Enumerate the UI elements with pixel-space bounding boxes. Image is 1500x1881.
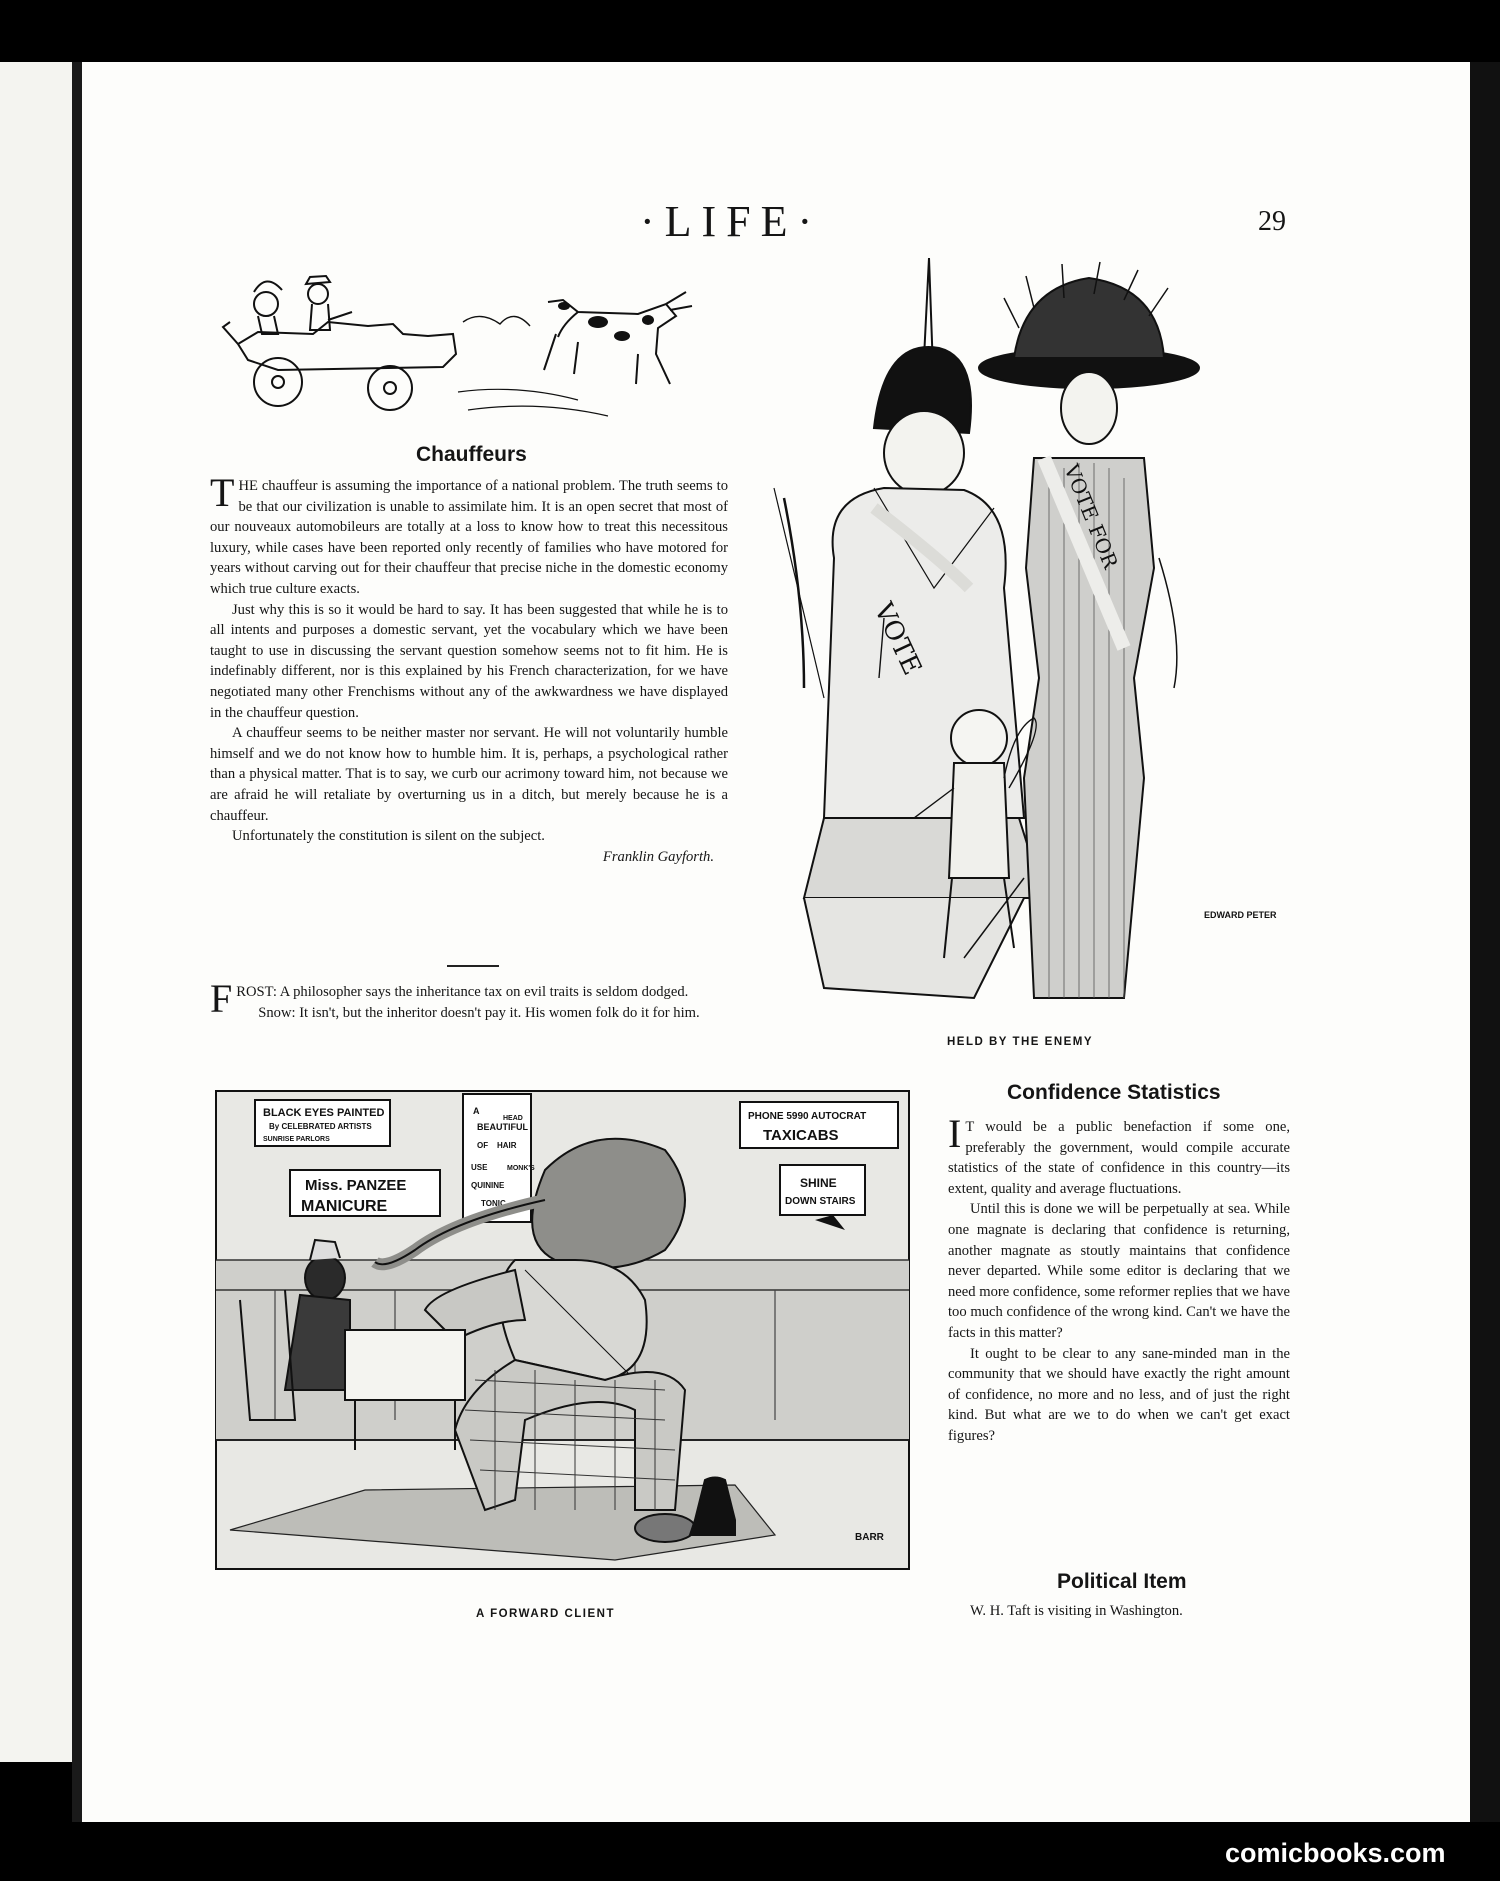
book-gutter	[72, 62, 82, 1822]
svg-text:MONK'S: MONK'S	[507, 1165, 535, 1172]
sash-right-text: VOTE FOR	[1059, 460, 1123, 572]
page-edge-shadow	[1470, 62, 1500, 1822]
political-item-title: Political Item	[1057, 1570, 1187, 1593]
suffrage-caption: HELD BY THE ENEMY	[947, 1036, 1094, 1048]
chauffeurs-paragraph: Unfortunately the constitution is silent on the subject.	[232, 828, 545, 845]
svg-text:BEAUTIFUL: BEAUTIFUL	[477, 1122, 528, 1132]
svg-text:A: A	[473, 1106, 480, 1116]
dropcap-i: I	[948, 1111, 962, 1156]
sign-phone-line1: PHONE 5990 AUTOCRAT	[748, 1111, 867, 1122]
sign-black-eyes-line3: SUNRISE PARLORS	[263, 1136, 330, 1143]
elephant-caption: A FORWARD CLIENT	[476, 1608, 615, 1620]
sign-shine-line1: SHINE	[800, 1176, 837, 1190]
political-item-text: W. H. Taft is visiting in Washington.	[970, 1603, 1183, 1619]
confidence-title: Confidence Statistics	[1007, 1081, 1221, 1104]
dropcap-t: T	[210, 470, 235, 515]
svg-text:HEAD: HEAD	[503, 1115, 523, 1122]
svg-text:HAIR: HAIR	[497, 1141, 517, 1150]
elephant-cartoon	[215, 1090, 910, 1570]
chauffeurs-paragraph: Just why this is so it would be hard to say. It has been suggested that while he is to all intents and purposes a domestic servant, yet the vocabulary which we have been taught to use in discussing the servant question somehow seems not to fit him. He is indefinably different, nor is this explained by his French characterization, for we have negotiated many other Frenchisms without any of the awkwardness we have displayed in the chauffeur question.	[210, 601, 728, 721]
svg-text:USE: USE	[471, 1163, 488, 1172]
sign-shine-line2: DOWN STAIRS	[785, 1196, 856, 1207]
chauffeurs-article	[210, 470, 728, 867]
masthead-title: ·LIFE·	[640, 197, 823, 246]
svg-text:QUININE: QUININE	[471, 1181, 505, 1190]
sign-black-eyes-line2: By CELEBRATED ARTISTS	[269, 1122, 372, 1131]
previous-page-edge	[0, 62, 72, 1762]
svg-text:TONIC: TONIC	[481, 1199, 506, 1208]
author-signature: Franklin Gayforth.	[602, 848, 714, 865]
frost-snow-joke: FROST: A philosopher says the inheritance tax on evil traits is seldom dodged. Snow: It isn't, but the inheritor doesn't pay it. His women folk do it for him.	[210, 976, 700, 1021]
dropcap-f: F	[210, 976, 233, 1021]
sign-phone-line2: TAXICABS	[763, 1127, 839, 1144]
cartoon-signature: EDWARD PETER	[1204, 910, 1277, 920]
car-chase-illustration	[218, 272, 718, 432]
confidence-article: I T would be a public benefaction if some one, preferably the government, would compile accurate statistics of the state of confidence in this country—its extent, quality and average fluctuations. Until this is done we will be perpetually at sea. While one magnate is declaring that confidence is returning, another magnate as stoutly maintains that confidence never departed. While some editor is declaring that we need more confidence, some reformer replies that we have too much confidence of the wrong kind. Can't we have the facts in this matter? It ought to be clear to any sane-minded man in the community that we should have exactly the right amount of confidence, no more and no less, and of just the right kind. But what are we to do when we can't get exact figures?	[948, 1111, 1290, 1444]
sash-left-text: VOTE	[867, 598, 927, 680]
sign-black-eyes-line1: BLACK EYES PAINTED	[263, 1107, 385, 1119]
elephant-cartoon-signature: BARR	[855, 1532, 884, 1543]
section-divider	[447, 965, 499, 967]
chauffeurs-title: Chauffeurs	[416, 443, 527, 466]
watermark: comicbooks.com	[1225, 1838, 1446, 1868]
suffrage-cartoon	[764, 258, 1277, 998]
sign-manicure-line1: Miss. PANZEE	[305, 1177, 407, 1194]
chauffeurs-paragraph: A chauffeur seems to be neither master nor servant. He will not voluntarily humble himself and we do not know how to humble him. It is, perhaps, a psychological rather than a physical matter. That is to say, we curb our acrimony toward him, not because we are afraid he will retaliate by overturning us in a ditch, but merely because he is a chauffeur.	[210, 725, 728, 824]
chauffeurs-paragraph: THE chauffeur is assuming the importance of a national problem. The truth seems to be that our civilization is unable to assimilate him. It is an open secret that most of our nouveaux automobileurs are totally at a loss to know how to treat this necessitous luxury, while cases have been reported only recently of families who have motored for years without carving out for their chauffeur that precise niche in the domestic economy which true culture exacts.	[210, 470, 728, 597]
page-number: 29	[1258, 206, 1286, 237]
sign-manicure-line2: MANICURE	[301, 1198, 388, 1215]
svg-text:OF: OF	[477, 1141, 489, 1150]
